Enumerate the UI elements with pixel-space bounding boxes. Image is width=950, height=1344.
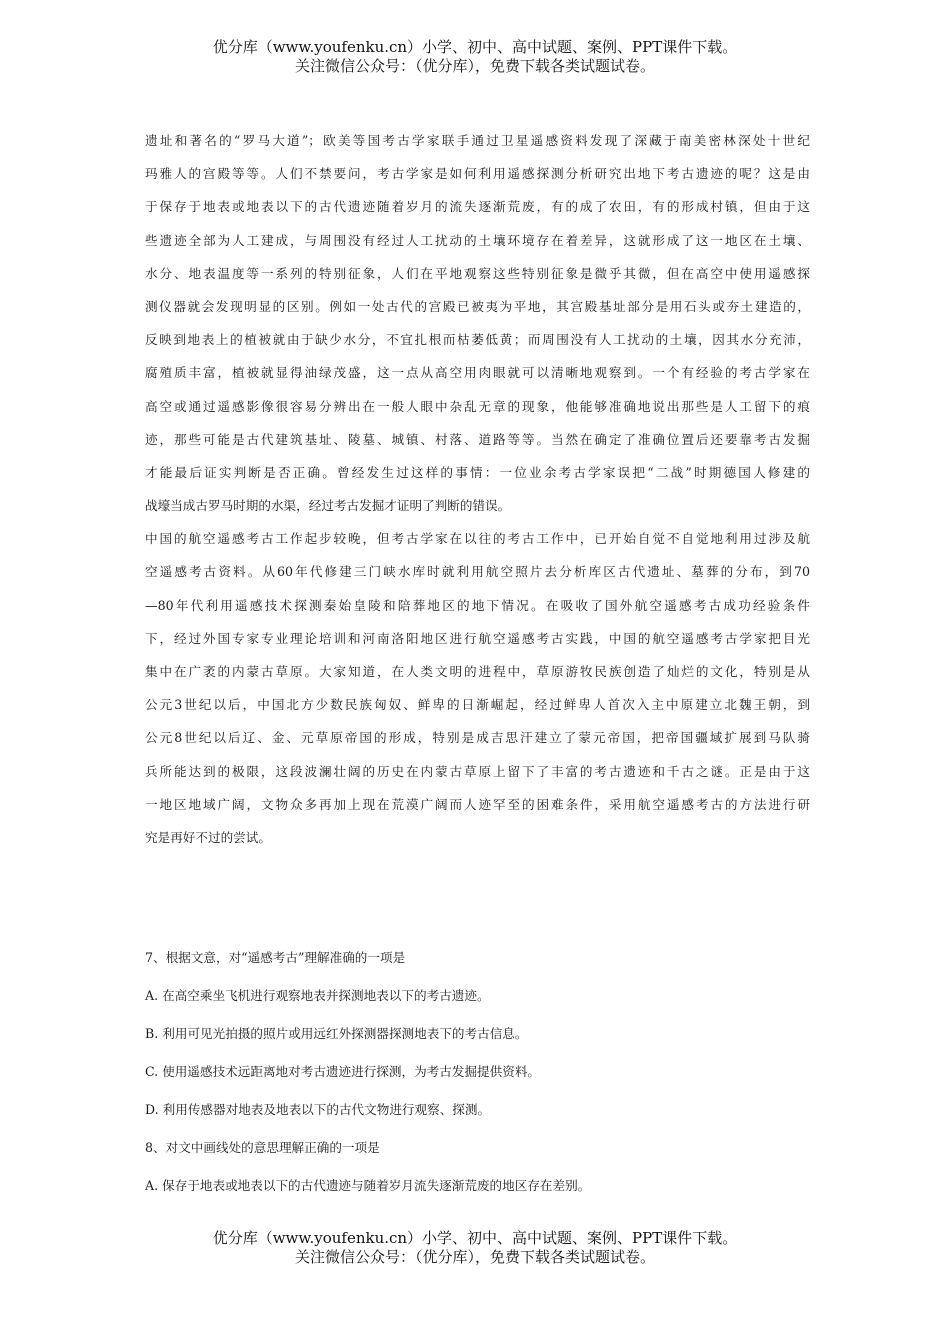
text-line: 中国的航空遥感考古工作起步较晚，但考古学家在以往的考古工作中，已开始自觉不自觉地利用过涉及航 (145, 531, 810, 547)
page-header (0, 38, 950, 76)
text-line: 公元8世纪以后辽、金、元草原帝国的形成，特别是成吉思汗建立了蒙元帝国，把帝国疆域扩展到马队骑 (145, 730, 810, 746)
footer-line-2: 关注微信公众号：（优分库），免费下载各类试题试卷。 (294, 1248, 655, 1266)
paragraph-1 (145, 124, 810, 522)
text-line: 玛雅人的宫殿等等。人们不禁要问，考古学家是如何利用遥感探测分析研究出地下考古遗迹的呢？这是由 (145, 166, 810, 182)
text-line: —80年代利用遥感技术探测秦始皇陵和陪葬地区的地下情况。在吸收了国外航空遥感考古成功经验条件 (145, 597, 810, 613)
question-8-stem: 8、对文中画线处的意思理解正确的一项是 (145, 1140, 380, 1155)
text-line: 迹，那些可能是古代建筑基址、陵墓、城镇、村落、道路等等。当然在确定了准确位置后还要靠考古发掘 (145, 431, 810, 447)
text-line: 一地区地域广阔，文物众多再加上现在荒漠广阔而人迹罕至的困难条件，采用航空遥感考古的方法进行研 (145, 796, 810, 812)
question-8-option-a: A. 保存于地表或地表以下的古代遗迹与随着岁月流失逐渐荒废的地区存在差别。 (145, 1178, 591, 1193)
header-line-1: 优分库（www.youfenku.cn）小学、初中、高中试题、案例、PPT课件下载。 (212, 38, 738, 56)
footer-line-1: 优分库（www.youfenku.cn）小学、初中、高中试题、案例、PPT课件下载。 (212, 1229, 738, 1247)
question-7-option-b: B. 利用可见光拍摄的照片或用远红外探测器探测地表下的考古信息。 (145, 1026, 528, 1041)
question-7-option-a: A. 在高空乘坐飞机进行观察地表并探测地表以下的考古遗迹。 (145, 988, 490, 1003)
text-line: 空遥感考古资料。从60年代修建三门峡水库时就利用航空照片去分析库区古代遗址、墓葬的分布，到70 (145, 564, 810, 580)
text-line: 兵所能达到的极限，这段波澜壮阔的历史在内蒙古草原上留下了丰富的考古遗迹和千古之谜。正是由于这 (145, 763, 810, 779)
text-line: 些遗迹全部为人工建成，与周围没有经过人工扰动的土壤环境存在着差异，这就形成了这一地区在土壤、 (145, 232, 810, 248)
text-line: 公元3世纪以后，中国北方少数民族匈奴、鲜卑的日渐崛起，经过鲜卑人首次入主中原建立北魏王朝，到 (145, 697, 810, 713)
text-line: 究是再好不过的尝试。 (145, 829, 271, 845)
text-line: 才能最后证实判断是否正确。曾经发生过这样的事情：一位业余考古学家误把“二战”时期德国人修建的 (145, 464, 810, 480)
page-footer (0, 1229, 950, 1267)
header-line-2: 关注微信公众号：（优分库），免费下载各类试题试卷。 (294, 57, 655, 75)
text-line: 遗址和著名的“罗马大道”；欧美等国考古学家联手通过卫星遥感资料发现了深藏于南美密林深处十世纪 (145, 133, 810, 148)
text-line: 集中在广袤的内蒙古草原。大家知道，在人类文明的进程中，草原游牧民族创造了灿烂的文化，特别是从 (145, 664, 810, 679)
paragraph-2 (145, 522, 810, 854)
passage (145, 124, 810, 854)
question-7-stem: 7、根据文意，对“遥感考古”理解准确的一项是 (145, 950, 406, 965)
text-line: 测仪器就会发现明显的区别。例如一处古代的宫殿已被夷为平地，其宫殿基址部分是用石头或夯土建造的， (145, 298, 810, 314)
question-7-option-c: C. 使用遥感技术远距离地对考古遗迹进行探测，为考古发掘提供资料。 (145, 1064, 541, 1079)
question-7-option-d: D. 利用传感器对地表及地表以下的古代文物进行观察、探测。 (145, 1102, 491, 1117)
text-line: 战壕当成古罗马时期的水渠，经过考古发掘才证明了判断的错误。 (145, 498, 511, 514)
text-line: 于保存于地表或地表以下的古代遗迹随着岁月的流失逐渐荒废，有的成了农田，有的形成村镇，但由于这 (145, 199, 810, 215)
text-line: 反映到地表上的植被就由于缺少水分，不宜扎根而枯萎低黄；而周围没有人工扰动的土壤，因其水分充沛， (145, 332, 810, 348)
text-line: 水分、地表温度等一系列的特别征象，人们在平地观察这些特别征象是微乎其微，但在高空中使用遥感探 (145, 265, 810, 281)
text-line: 下，经过外国专家专业理论培训和河南洛阳地区进行航空遥感考古实践，中国的航空遥感考古学家把目光 (145, 630, 810, 646)
text-line: 腐殖质丰富，植被就显得油绿茂盛，这一点从高空用肉眼就可以清晰地观察到。一个有经验的考古学家在 (145, 365, 810, 381)
text-line: 高空或通过遥感影像很容易分辨出在一般人眼中杂乱无章的现象，他能够准确地说出那些是人工留下的痕 (145, 398, 810, 414)
